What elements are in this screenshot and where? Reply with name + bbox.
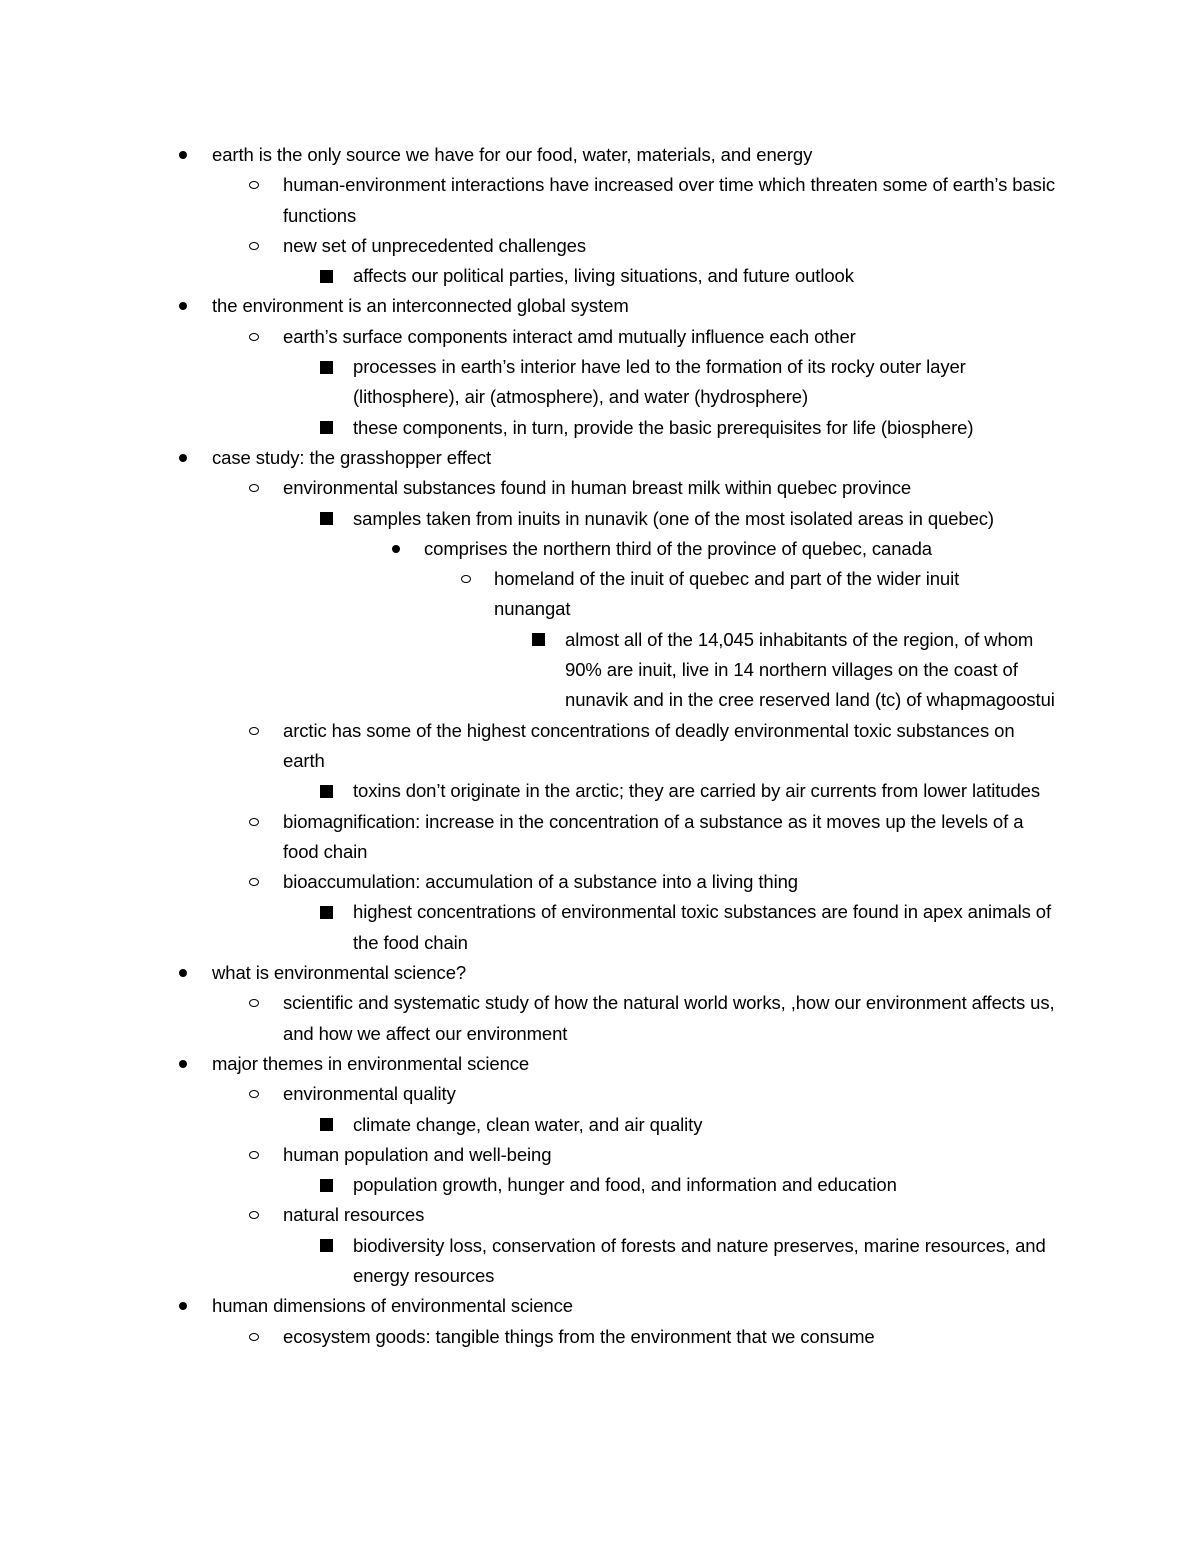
filled-square-bullet-icon [532, 633, 545, 646]
filled-circle-bullet-icon [179, 1302, 187, 1310]
outline-item-text: arctic has some of the highest concentrations of deadly environmental toxic substances on earth [283, 719, 1015, 771]
outline-item-level-1 [0, 291, 1060, 321]
bullet-icon [319, 352, 333, 382]
outline-item-text: biodiversity loss, conservation of forests and nature preserves, marine resources, and energy resources [353, 1234, 1046, 1286]
bullet-icon [176, 291, 190, 321]
hollow-circle-bullet-icon [249, 727, 259, 735]
outline-item-level-2 [0, 807, 1060, 868]
filled-circle-bullet-icon [179, 302, 187, 310]
outline-item-level-2 [0, 473, 1060, 503]
bullet-icon [531, 625, 545, 655]
bullet-icon [247, 322, 261, 352]
outline-item-level-3 [0, 413, 1060, 443]
outline-item-text: ecosystem goods: tangible things from the environment that we consume [283, 1325, 875, 1347]
outline-item-level-3 [0, 1231, 1060, 1292]
filled-square-bullet-icon [320, 785, 333, 798]
bullet-icon [176, 140, 190, 170]
filled-square-bullet-icon [320, 906, 333, 919]
outline-item-level-5 [0, 564, 1030, 625]
outline-item-level-1 [0, 1291, 1060, 1321]
outline-item-text: almost all of the 14,045 inhabitants of the region, of whom 90% are inuit, live in 14 northern villages on the coast of nunavik and in the cree reserved land (tc) of whapmagoostui [565, 628, 1055, 711]
outline-item-text: climate change, clean water, and air quality [353, 1113, 703, 1135]
outline-item-level-4 [0, 534, 1060, 564]
bullet-icon [247, 867, 261, 897]
outline-item-text: case study: the grasshopper effect [212, 446, 492, 468]
bullet-icon [176, 443, 190, 473]
bullet-icon [389, 534, 403, 564]
hollow-circle-bullet-icon [249, 818, 259, 826]
hollow-circle-bullet-icon [249, 484, 259, 492]
outline-item-level-2 [0, 716, 1060, 777]
outline-item-level-1 [0, 443, 1060, 473]
bullet-icon [319, 413, 333, 443]
bullet-icon [459, 564, 473, 594]
outline-item-text: environmental quality [283, 1083, 456, 1105]
hollow-circle-bullet-icon [249, 333, 259, 341]
filled-circle-bullet-icon [179, 151, 187, 159]
outline-item-text: new set of unprecedented challenges [283, 234, 586, 256]
outline-item-level-2 [0, 867, 1060, 897]
outline-item-text: biomagnification: increase in the concentration of a substance as it moves up the levels of a food chain [283, 810, 1024, 862]
bullet-icon [247, 1322, 261, 1352]
outline-item-text: the environment is an interconnected global system [212, 295, 629, 317]
outline-item-text: earth’s surface components interact amd mutually influence each other [283, 325, 856, 347]
bullet-icon [319, 261, 333, 291]
filled-circle-bullet-icon [179, 1060, 187, 1068]
outline-item-level-1 [0, 958, 1060, 988]
hollow-circle-bullet-icon [249, 1151, 259, 1159]
outline-item-level-2 [0, 322, 1060, 352]
outline-item-text: major themes in environmental science [212, 1052, 530, 1074]
hollow-circle-bullet-icon [249, 1211, 259, 1219]
bullet-icon [247, 231, 261, 261]
outline-item-level-2 [0, 231, 1060, 261]
outline-item-level-2 [0, 1322, 1060, 1352]
filled-square-bullet-icon [320, 1179, 333, 1192]
bullet-icon [176, 1049, 190, 1079]
outline-item-level-2 [0, 170, 1060, 231]
outline-item-level-3 [0, 776, 1060, 806]
bullet-icon [319, 504, 333, 534]
filled-square-bullet-icon [320, 421, 333, 434]
outline-item-text: earth is the only source we have for our food, water, materials, and energy [212, 144, 813, 165]
outline-item-text: highest concentrations of environmental toxic substances are found in apex animals of the food chain [353, 901, 1051, 953]
document-page [0, 140, 1200, 1352]
bulleted-outline [0, 140, 1200, 1352]
hollow-circle-bullet-icon [249, 1333, 259, 1341]
hollow-circle-bullet-icon [461, 575, 471, 583]
outline-item-text: what is environmental science? [212, 962, 467, 984]
outline-item-text: scientific and systematic study of how the natural world works, ,how our environment affects us, and how we affect our environment [283, 992, 1055, 1044]
bullet-icon [247, 807, 261, 837]
outline-item-level-1 [0, 140, 1060, 170]
outline-item-text: toxins don’t originate in the arctic; they are carried by air currents from lower latitudes [353, 780, 1041, 802]
outline-item-text: these components, in turn, provide the basic prerequisites for life (biosphere) [353, 416, 974, 438]
bullet-icon [319, 776, 333, 806]
outline-item-text: human population and well-being [283, 1143, 552, 1165]
outline-item-text: homeland of the inuit of quebec and part of the wider inuit nunangat [494, 568, 960, 620]
outline-item-level-2 [0, 1140, 1060, 1170]
outline-item-level-3 [0, 1110, 1060, 1140]
outline-item-level-6 [0, 625, 1060, 716]
outline-item-level-3 [0, 1170, 1060, 1200]
bullet-icon [247, 716, 261, 746]
outline-item-text: environmental substances found in human breast milk within quebec province [283, 477, 912, 499]
outline-item-level-3 [0, 504, 1060, 534]
outline-item-level-1 [0, 1049, 1060, 1079]
bullet-icon [247, 473, 261, 503]
bullet-icon [247, 1200, 261, 1230]
bullet-icon [176, 958, 190, 988]
outline-item-text: population growth, hunger and food, and information and education [353, 1174, 897, 1196]
filled-square-bullet-icon [320, 1239, 333, 1252]
bullet-icon [176, 1291, 190, 1321]
bullet-icon [247, 988, 261, 1018]
filled-square-bullet-icon [320, 1118, 333, 1131]
outline-item-text: samples taken from inuits in nunavik (one of the most isolated areas in quebec) [353, 507, 994, 529]
hollow-circle-bullet-icon [249, 878, 259, 886]
outline-item-text: affects our political parties, living situations, and future outlook [353, 265, 854, 287]
filled-square-bullet-icon [320, 512, 333, 525]
outline-item-text: human dimensions of environmental science [212, 1295, 573, 1317]
outline-item-text: human-environment interactions have increased over time which threaten some of earth’s basic functions [283, 174, 1055, 226]
hollow-circle-bullet-icon [249, 181, 259, 189]
bullet-icon [319, 1110, 333, 1140]
bullet-icon [319, 1170, 333, 1200]
outline-item-level-2 [0, 1200, 1060, 1230]
bullet-icon [319, 1231, 333, 1261]
filled-circle-bullet-icon [392, 545, 400, 553]
hollow-circle-bullet-icon [249, 242, 259, 250]
outline-item-level-2 [0, 1079, 1060, 1109]
outline-item-text: natural resources [283, 1204, 425, 1226]
bullet-icon [319, 897, 333, 927]
bullet-icon [247, 1079, 261, 1109]
filled-circle-bullet-icon [179, 454, 187, 462]
outline-item-level-2 [0, 988, 1060, 1049]
outline-item-text: comprises the northern third of the province of quebec, canada [424, 537, 932, 559]
outline-item-text: processes in earth’s interior have led to the formation of its rocky outer layer (lithosphere), air (atmosphere), and water (hydrosphere) [353, 356, 966, 408]
outline-item-level-3 [0, 897, 1060, 958]
hollow-circle-bullet-icon [249, 1090, 259, 1098]
hollow-circle-bullet-icon [249, 999, 259, 1007]
filled-circle-bullet-icon [179, 969, 187, 977]
filled-square-bullet-icon [320, 361, 333, 374]
filled-square-bullet-icon [320, 270, 333, 283]
outline-item-text: bioaccumulation: accumulation of a substance into a living thing [283, 871, 798, 893]
bullet-icon [247, 1140, 261, 1170]
outline-item-level-3 [0, 261, 1060, 291]
outline-item-level-3 [0, 352, 1060, 413]
bullet-icon [247, 170, 261, 200]
